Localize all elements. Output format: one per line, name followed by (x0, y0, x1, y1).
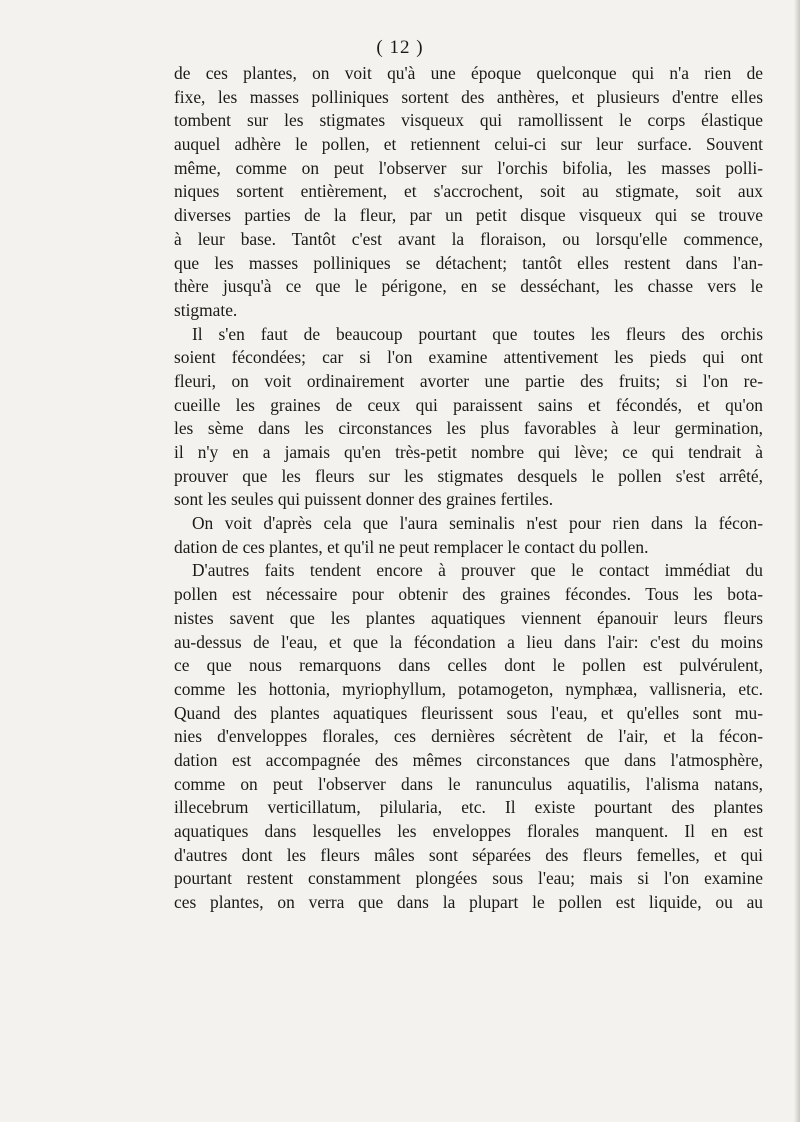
page-edge-shadow (794, 0, 800, 1122)
text-line: les sème dans les circonstances les plus favorables à leur germination, (174, 418, 763, 439)
text-line: Quand des plantes aquatiques fleurissent sous l'eau, et qu'elles sont mu- (174, 702, 763, 723)
text-line: à leur base. Tantôt c'est avant la floraison, ou lorsqu'elle commence, (174, 228, 763, 249)
text-line: cueille les graines de ceux qui paraissent sains et fécondés, et qu'on (174, 394, 763, 415)
page-number: ( 12 ) (376, 37, 424, 58)
text-line: illecebrum verticillatum, pilularia, etc. Il existe pourtant des plantes (174, 797, 763, 818)
text-line: soient fécondées; car si l'on examine attentivement les pieds qui ont (174, 347, 763, 368)
text-line: nies d'enveloppes florales, ces dernières sécrètent de l'air, et la fécon- (174, 726, 763, 747)
paragraph-start-line: D'autres faits tendent encore à prouver que le contact immédiat du (192, 560, 763, 581)
body-text (174, 62, 763, 915)
text-line: sont les seules qui puissent donner des graines fertiles. (174, 489, 554, 510)
text-line: niques sortent entièrement, et s'accrochent, soit au stigmate, soit aux (174, 181, 763, 202)
paragraph-start-line: Il s'en faut de beaucoup pourtant que toutes les fleurs des orchis (192, 323, 763, 344)
text-line: ces plantes, on verra que dans la plupart le pollen est liquide, ou au (174, 892, 763, 913)
text-line: au-dessus de l'eau, et que la fécondation a lieu dans l'air: c'est du moins (174, 631, 763, 652)
text-line: diverses parties de la fleur, par un petit disque visqueux qui se trouve (174, 205, 763, 226)
text-line: fleuri, on voit ordinairement avorter une partie des fruits; si l'on re- (174, 370, 763, 391)
text-line: de ces plantes, on voit qu'à une époque quelconque qui n'a rien de (174, 63, 763, 83)
text-line: auquel adhère le pollen, et retiennent celui-ci sur leur surface. Souvent (174, 134, 763, 155)
text-line: ce que nous remarquons dans celles dont le pollen est pulvérulent, (174, 655, 763, 676)
text-line: dation est accompagnée des mêmes circonstances que dans l'atmosphère, (174, 749, 763, 770)
text-line: thère jusqu'à ce que le périgone, en se desséchant, les chasse vers le (174, 276, 763, 297)
text-line: fixe, les masses polliniques sortent des anthères, et plusieurs d'entre elles (174, 86, 763, 107)
text-line: stigmate. (174, 299, 238, 320)
text-line: nistes savent que les plantes aquatiques viennent épanouir leurs fleurs (174, 607, 763, 628)
text-line: d'autres dont les fleurs mâles sont séparées des fleurs femelles, et qui (174, 844, 763, 865)
text-line: comme on peut l'observer dans le ranunculus aquatilis, l'alisma natans, (174, 773, 763, 794)
text-line: pourtant restent constamment plongées sous l'eau; mais si l'on examine (174, 868, 763, 889)
text-line: aquatiques dans lesquelles les enveloppes florales manquent. Il en est (174, 821, 763, 841)
text-line: tombent sur les stigmates visqueux qui ramollissent le corps élastique (174, 110, 763, 131)
text-line: comme les hottonia, myriophyllum, potamogeton, nymphæa, vallisneria, etc. (174, 678, 763, 699)
text-line: que les masses polliniques se détachent; tantôt elles restent dans l'an- (174, 252, 763, 273)
text-line: même, comme on peut l'observer sur l'orchis bifolia, les masses polli- (174, 157, 763, 178)
text-line: pollen est nécessaire pour obtenir des graines fécondes. Tous les bota- (174, 584, 763, 605)
text-line: prouver que les fleurs sur les stigmates desquels le pollen s'est arrêté, (174, 465, 763, 486)
text-line: il n'y en a jamais qu'en très-petit nombre qui lève; ce qui tendrait à (174, 442, 763, 462)
text-line: dation de ces plantes, et qu'il ne peut remplacer le contact du pollen. (174, 536, 649, 557)
paragraph-start-line: On voit d'après cela que l'aura seminalis n'est pour rien dans la fécon- (192, 513, 763, 534)
